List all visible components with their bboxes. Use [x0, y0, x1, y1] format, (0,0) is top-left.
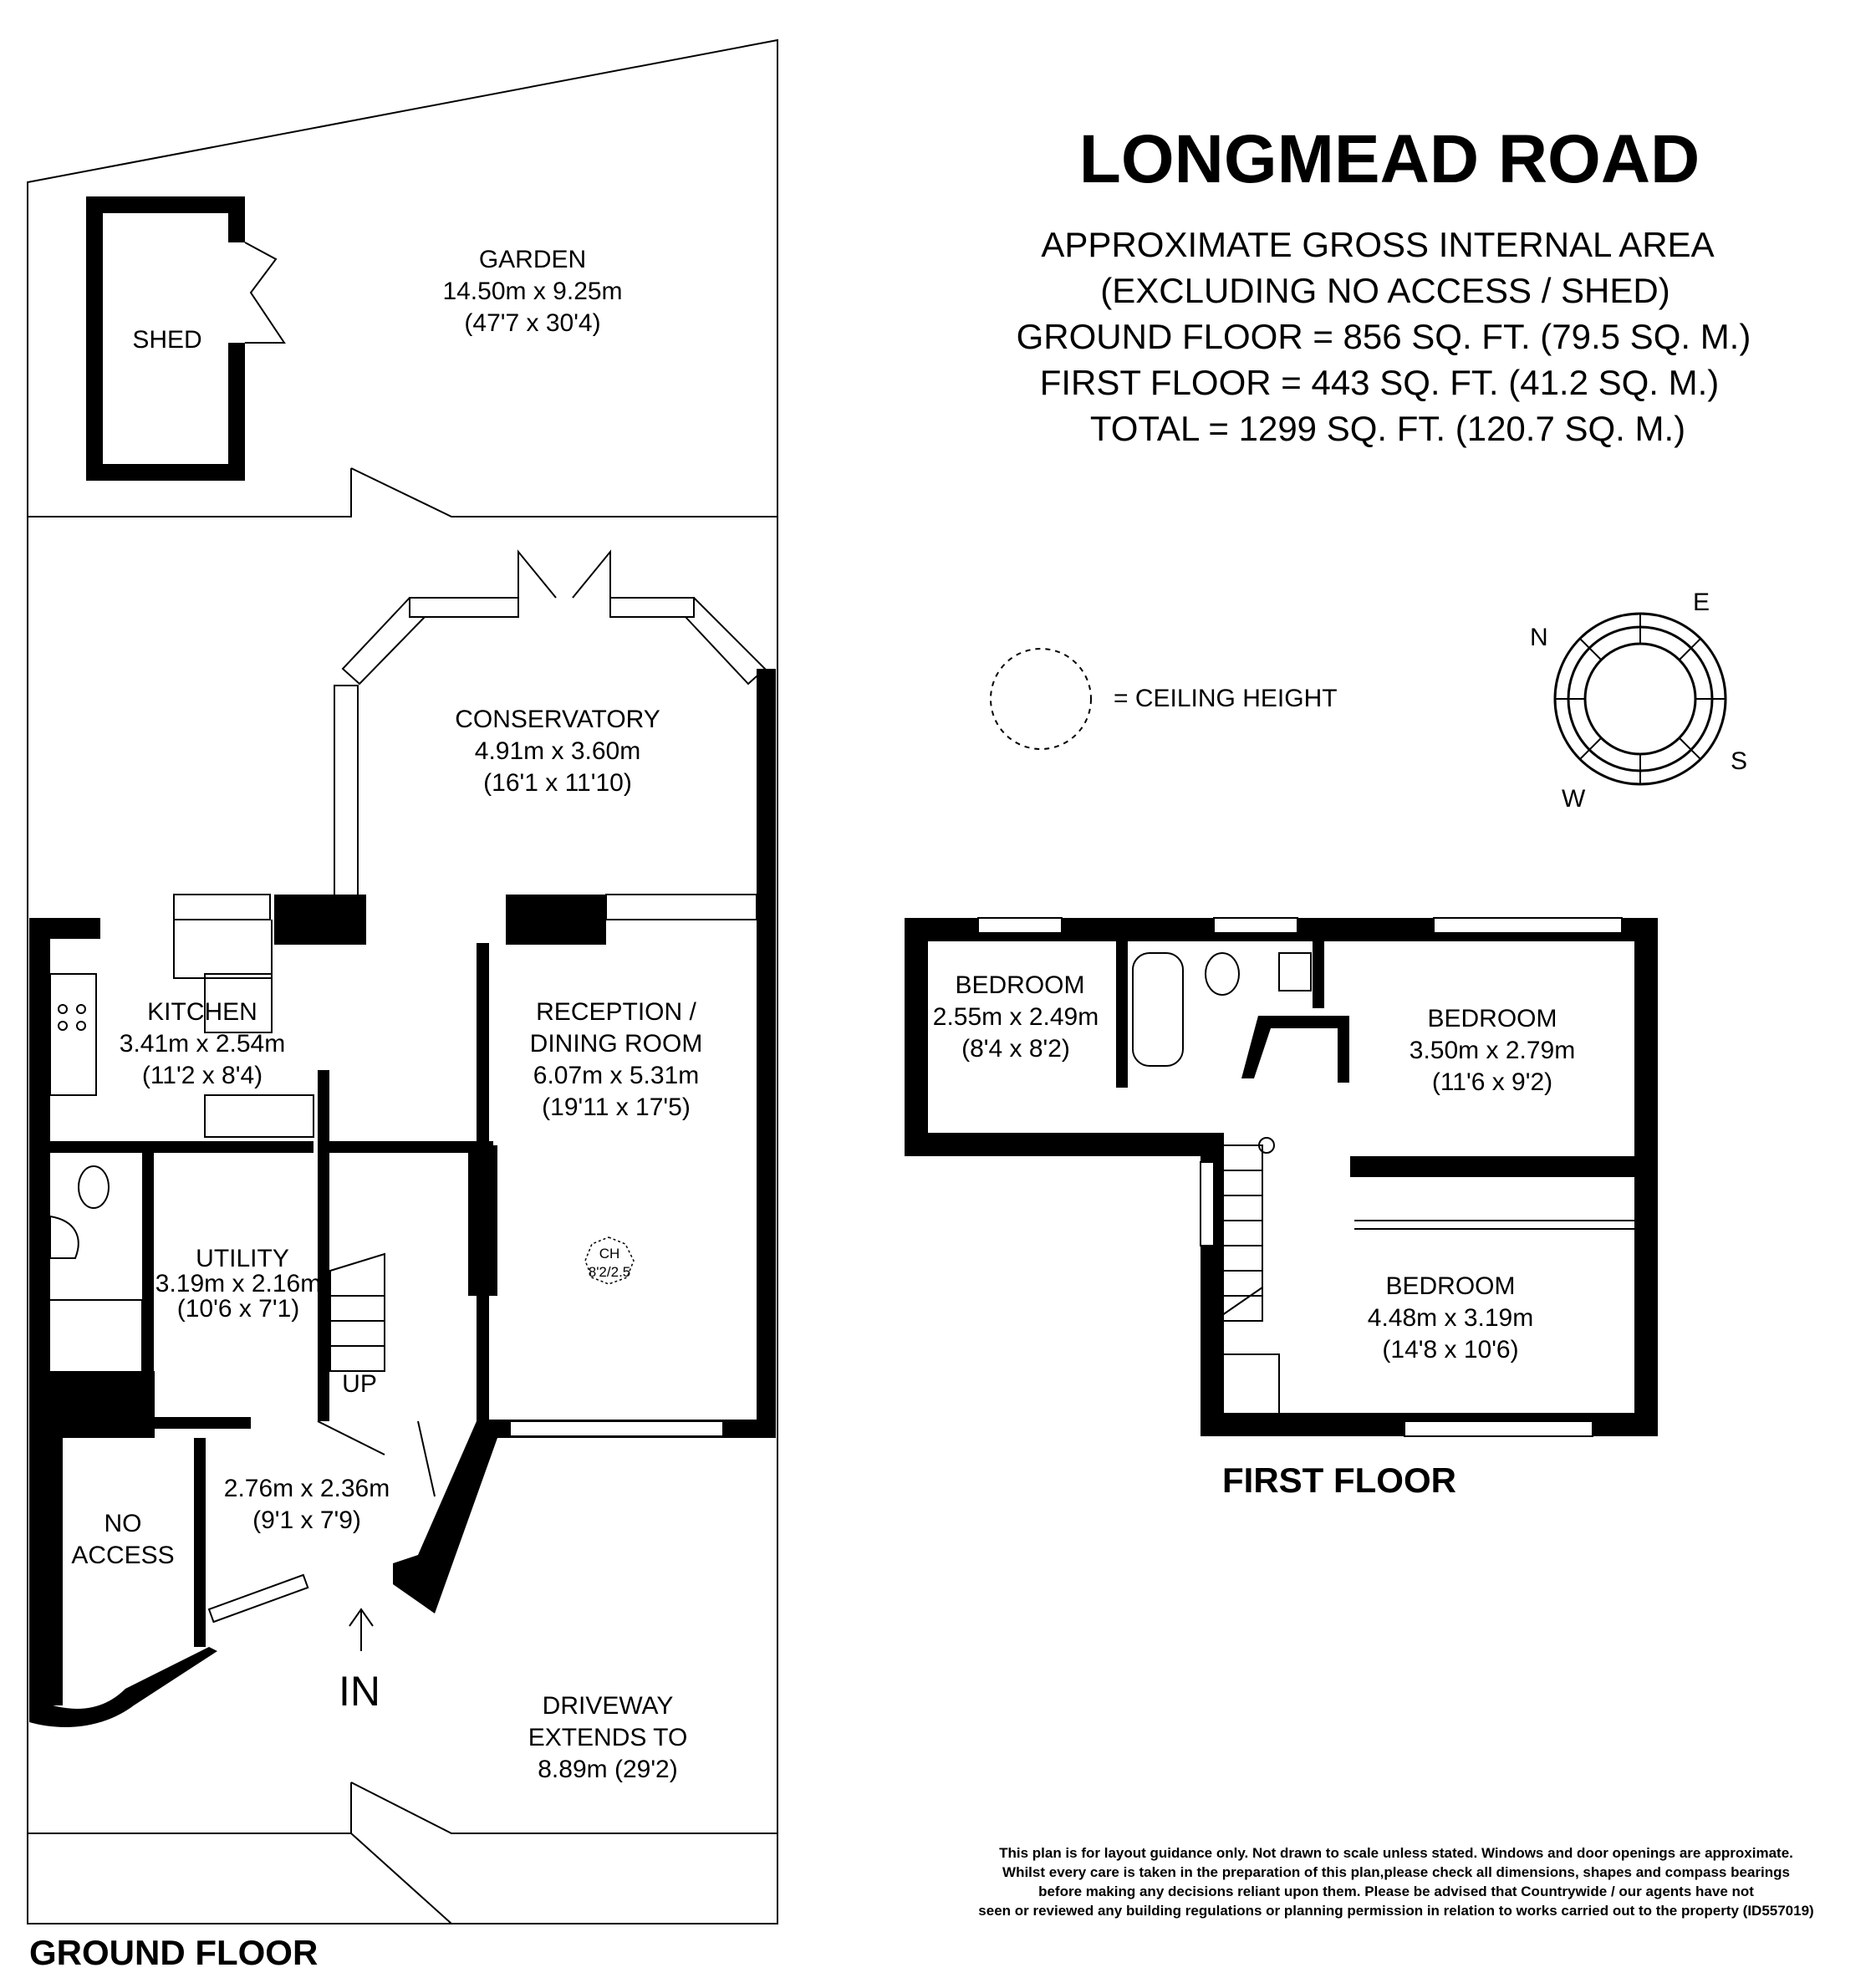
compass-s: S [1731, 747, 1748, 775]
compass-w: W [1562, 785, 1586, 813]
garden-imperial: (47'7 x 30'4) [464, 309, 601, 337]
ground-floor-plan [28, 40, 777, 1924]
reception-metric: 6.07m x 5.31m [533, 1062, 700, 1089]
utility-name: UTILITY [196, 1245, 289, 1272]
kitchen-name: KITCHEN [147, 998, 257, 1026]
conservatory-imperial: (16'1 x 11'10) [483, 769, 632, 797]
disclaimer-line-4: seen or reviewed any building regulations or planning permission in relation to works carried out to the property (ID557019) [978, 1903, 1814, 1919]
bedroom1-imperial: (8'4 x 8'2) [961, 1035, 1070, 1063]
conservatory-metric: 4.91m x 3.60m [474, 737, 641, 765]
area-first-floor: FIRST FLOOR = 443 SQ. FT. (41.2 SQ. M.) [1039, 363, 1720, 402]
bedroom1-name: BEDROOM [955, 971, 1085, 999]
garden-name: GARDEN [478, 246, 587, 273]
compass [1555, 614, 1726, 784]
first-floor-label: FIRST FLOOR [1222, 1460, 1456, 1500]
disclaimer-line-2: Whilst every care is taken in the preparation of this plan,please check all dimensions, shapes and compass bearings [1002, 1864, 1790, 1880]
entrance-label: IN [339, 1668, 380, 1715]
driveway-line-3: 8.89m (29'2) [538, 1756, 678, 1783]
area-total: TOTAL = 1299 SQ. FT. (120.7 SQ. M.) [1089, 409, 1686, 448]
compass-n: N [1530, 624, 1548, 651]
kitchen-imperial: (11'2 x 8'4) [141, 1062, 263, 1089]
stairs-up-label: UP [342, 1370, 377, 1398]
reception-imperial: (19'11 x 17'5) [542, 1093, 691, 1121]
hall-imperial: (9'1 x 7'9) [252, 1506, 361, 1534]
bedroom2-imperial: (11'6 x 9'2) [1431, 1068, 1553, 1096]
ceiling-height-legend-label: = CEILING HEIGHT [1114, 685, 1338, 712]
bedroom3-imperial: (14'8 x 10'6) [1382, 1336, 1519, 1364]
bedroom2-metric: 3.50m x 2.79m [1409, 1037, 1576, 1064]
reception-name-1: RECEPTION / [536, 998, 696, 1026]
ceiling-marker-value: 8'2/2.5 [588, 1264, 631, 1280]
disclaimer-line-3: before making any decisions reliant upon them. Please be advised that Countrywide / our agents have not [1038, 1884, 1754, 1899]
driveway-line-1: DRIVEWAY [542, 1692, 674, 1720]
area-line-2: (EXCLUDING NO ACCESS / SHED) [1100, 271, 1670, 310]
ground-floor-label: GROUND FLOOR [29, 1933, 319, 1972]
ceiling-marker-label: CH [599, 1246, 620, 1262]
no-access-line-2: ACCESS [71, 1542, 175, 1569]
area-line-1: APPROXIMATE GROSS INTERNAL AREA [1041, 225, 1715, 264]
bedroom1-metric: 2.55m x 2.49m [932, 1003, 1099, 1031]
entrance-arrow-icon [349, 1609, 373, 1651]
hall-metric: 2.76m x 2.36m [223, 1475, 390, 1502]
area-ground-floor: GROUND FLOOR = 856 SQ. FT. (79.5 SQ. M.) [1016, 317, 1751, 356]
shed-label: SHED [132, 326, 202, 354]
driveway-line-2: EXTENDS TO [528, 1724, 688, 1751]
driveway-fence [28, 1782, 777, 1924]
utility-imperial: (10'6 x 7'1) [176, 1295, 300, 1323]
disclaimer-line-1: This plan is for layout guidance only. Not drawn to scale unless stated. Windows and door openings are approximate. [999, 1845, 1793, 1861]
bedroom2-name: BEDROOM [1427, 1005, 1557, 1032]
no-access-line-1: NO [104, 1510, 142, 1537]
garden-metric: 14.50m x 9.25m [442, 278, 623, 305]
compass-e: E [1693, 589, 1710, 616]
utility-metric: 3.19m x 2.16m [155, 1270, 322, 1297]
kitchen-metric: 3.41m x 2.54m [119, 1030, 286, 1058]
reception-name-2: DINING ROOM [529, 1030, 703, 1058]
ceiling-height-legend [991, 649, 1091, 749]
bedroom3-name: BEDROOM [1385, 1272, 1516, 1300]
conservatory-name: CONSERVATORY [455, 706, 660, 733]
conservatory-walls [274, 552, 776, 1438]
plan-title: LONGMEAD ROAD [1078, 121, 1700, 197]
bedroom3-metric: 4.48m x 3.19m [1367, 1304, 1534, 1332]
